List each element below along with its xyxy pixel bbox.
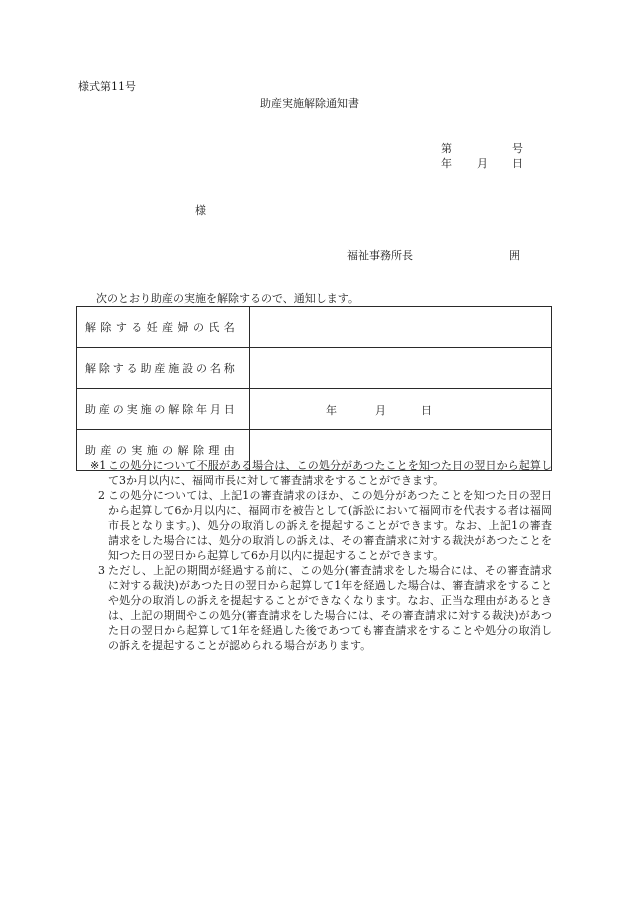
label-char: 実 [126,403,138,416]
mother-name-value [250,307,552,348]
label-char: す [112,362,124,375]
seal-mark: 囲 [509,249,520,262]
document-title: 助産実施解除通知書 [260,97,359,110]
label-char: 解 [177,444,189,457]
date-cell [250,389,551,429]
table-row [77,348,552,389]
label-char: 解 [85,362,97,375]
reference-go: 号 [512,142,523,155]
reference-dai: 第 [441,142,452,155]
label-char: 除 [182,403,194,416]
row-label-text [85,360,235,376]
issuer-office: 福祉事務所長 [347,249,413,262]
note-text: ただし、上記の期間が経過する前に、この処分(審査請求をした場合には、その審査請求に対する裁決)があつた日の翌日から起算して1年を経過した場合は、審査請求をすることや処分の取消しの訴えを提起することができなくなります。なお、正当な理由があるときは、上記の期間やこの処分(審査請求をした場合には、その審査請求に対する裁決)があつた日の翌日から起算して1年を経過した後であつても審査請求をすることや処分の取消しの訴えを提起することが認められる場合があります。 [108,564,552,652]
issue-year-label: 年 [441,157,452,170]
notes-section [90,458,552,653]
label-char: 氏 [208,321,220,334]
note-1 [90,458,552,488]
label-char: 年 [196,403,208,416]
lead-text: 次のとおり助産の実施を解除するので、通知します。 [96,292,359,305]
facility-name-value [250,348,552,389]
label-char: の [162,444,174,457]
row-label-mother-name [77,307,250,348]
label-char: 産 [98,403,111,416]
label-char: る [131,321,143,334]
table-row [77,389,552,430]
label-char: 施 [140,403,152,416]
label-char: 理 [208,444,220,457]
label-char: 設 [182,362,194,375]
label-char: の [115,444,128,457]
note-marker: 2 [98,489,105,502]
label-char: 由 [223,444,235,457]
label-char: 助 [85,444,97,457]
row-label-text [85,442,235,458]
label-char: 実 [131,444,143,457]
label-char: 産 [154,362,166,375]
note-2 [90,488,552,563]
note-3 [90,563,552,653]
label-char: す [115,321,128,334]
row-label-termination-date [77,389,250,430]
label-char: 除 [100,321,112,334]
label-char: 解 [85,321,97,334]
form-number: 様式第11号 [78,80,136,93]
label-char: 助 [140,362,152,375]
label-char: 解 [168,403,180,416]
label-char: 称 [223,362,235,375]
label-char: 除 [98,362,111,375]
label-char: る [126,362,138,375]
label-char: の [154,403,166,416]
issue-month-label: 月 [477,157,488,170]
table-row [77,307,552,348]
date-year-label: 年 [326,404,337,417]
label-char: の [196,362,208,375]
label-char: 産 [100,444,112,457]
label-char: 名 [209,362,222,375]
row-label-text [85,319,235,335]
label-char: 日 [223,403,235,416]
label-char: 妊 [146,321,158,334]
label-char: 施 [168,362,180,375]
label-char: 名 [223,321,235,334]
note-marker: ※1 [90,459,107,472]
termination-date-value [250,389,552,430]
row-label-text [85,401,235,417]
note-text: この処分については、上記1の審査請求のほか、この処分があつたことを知つた日の翌日から起算して6か月以内に、福岡市を被告として(訴訟において福岡市を代表する者は福岡市長となります。)、処分の取消しの訴えを提起することができます。なお、上記1の審査請求をした場合には、処分の取消しの訴えは、その審査請求に対する裁決があつたことを知つた日の翌日から起算して6か月以内に提起することができます。 [108,489,552,562]
label-char: 除 [192,444,205,457]
label-char: の [112,403,124,416]
label-char: 産 [162,321,174,334]
note-marker: 3 [98,564,105,577]
addressee-suffix: 様 [195,204,206,217]
note-text: この処分について不服がある場合は、この処分があつたことを知つた日の翌日から起算して3か月以内に、福岡市長に対して審査請求をすることができます。 [108,459,552,487]
details-table [76,306,552,471]
label-char: の [192,321,205,334]
date-day-label: 日 [421,404,432,417]
date-month-label: 月 [375,404,386,417]
issue-day-label: 日 [512,157,523,170]
label-char: 助 [85,403,97,416]
label-char: 施 [146,444,158,457]
label-char: 婦 [177,321,189,334]
label-char: 月 [209,403,222,416]
row-label-facility-name [77,348,250,389]
